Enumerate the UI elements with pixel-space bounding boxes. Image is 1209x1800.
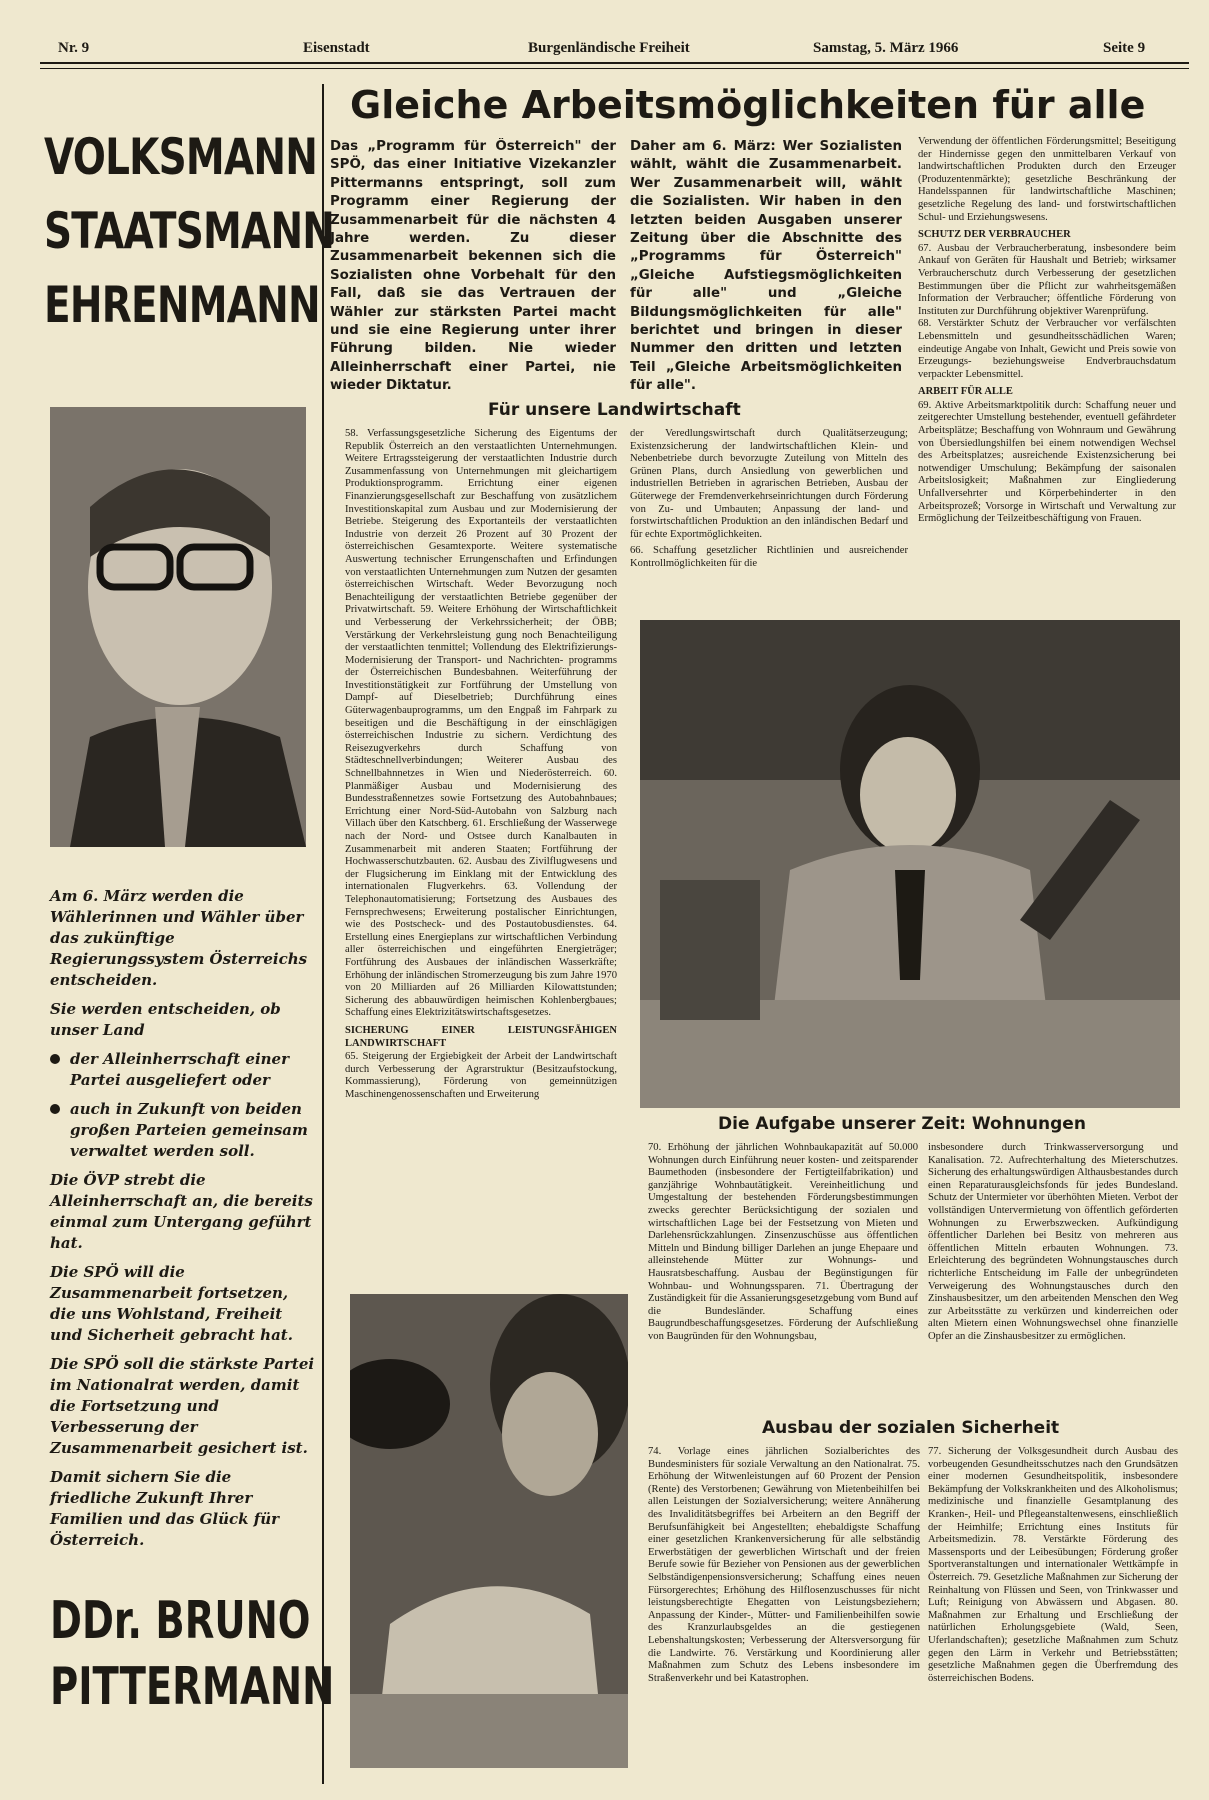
paragraph: 70. Erhöhung der jährlichen Wohnbaukapazität auf 50.000 Wohnungen durch Einführung neuer kosten- und zeitsparender Baumethoden (insbesondere der Fertigteilfabrikation) und ganzjährige Wohnbautätigkeit. Vereinheitlichung und Umgestaltung der bestehenden Förderungsbestimmungen zwecks gerechter Berücksichtigung der sozialen und wirtschaftlichen Lage bei der Festsetzung von Mieten und Darlehensrückzahlungen. Zinsenzuschüsse aus öffentlichen Mitteln und Bindung billiger Darlehen an junge Ehepaare und alleinstehende Mütter zur Wohnungs- und Hausratsbeschaffung. Ausbau der Begünstigungen für Wohnbau- und Wohnungssparen. 71. Übertragung der Zuständigkeit für die Assanierungsgesetzgebung vom Bund auf die Bundesländer. Schaffung eines Baugrundbeschaffungsgesetzes. Förderung der Aufschließung von Baugründen für den Wohnungsbau, (648, 1142, 918, 1342)
page-number: Seite 9 (1103, 40, 1146, 56)
appeal-paragraph-2: Sie werden entscheiden, ob unser Land (50, 1000, 281, 1039)
location: Eisenstadt (303, 40, 370, 56)
paragraph: 66. Schaffung gesetzlicher Richtlinien und ausreichender Kontrollmöglichkeiten für die (630, 545, 908, 569)
subhead-sozial: Ausbau der sozialen Sicherheit (762, 1418, 1060, 1438)
slogan-line-3: EHRENMANN (44, 276, 320, 334)
body-column-1 (345, 428, 617, 1278)
page-header (58, 38, 1178, 60)
paragraph: Verwendung der öffentlichen Förderungsmittel; Beseitigung der Hindernisse gegen den unmittelbaren Verkauf von landwirtschaftlichen Produkten durch den Erzeuger (Produzentenmärkte); gesetzliche Beschränkung der Handelsspannen für landwirtschaftliche Maschinen; gesetzliche Regelung des land- und forstwirtschaftlichen Schul- und Erziehungswesens. (918, 136, 1176, 223)
left-appeal-text (50, 886, 315, 1559)
wohnungen-column-right (928, 1142, 1178, 1404)
paragraph: der Veredlungswirtschaft durch Qualitätserzeugung; Existenzsicherung der landwirtschaftlichen Klein- und Nebenbetriebe durch bevorzugte Zuteilung von Mitteln des Grünen Plans, durch Ansiedlung von gewerblichen und industriellen Betrieben in agrarischen Betrieben, Ausbau der Güterwege der Fremdenverkehrseinrichtungen durch Förderung von Zu- und Umbauten; Anpassung der land- und forstwirtschaftlichen Produktion an den inländischen Bedarf und für echte Exportmöglichkeiten. (630, 428, 908, 540)
bullet-icon (50, 1104, 60, 1114)
paragraph: 65. Steigerung der Ergiebigkeit der Arbeit der Landwirtschaft durch Verbesserung der Agrarstruktur (Besitzaufstockung, Kommassierung), Förderung von gemeinnützigen Maschinengenossenschaften und Erweiterung (345, 1051, 617, 1100)
paragraph: 68. Verstärkter Schutz der Verbraucher vor verfälschten Lebensmitteln und gesundheitsschädlichen Waren; eindeutige Angabe von Inhalt, Gewicht und Preis sowie von Erzeugungs- beziehungsweise Endverbrauchsdatum verpackter Lebensmittel. (918, 318, 1176, 380)
main-headline: Gleiche Arbeitsmöglichkeiten für alle (350, 83, 1146, 127)
issue-date: Samstag, 5. März 1966 (813, 40, 959, 56)
header-rule-thin (40, 68, 1189, 69)
paragraph: 74. Vorlage eines jährlichen Sozialberichtes des Bundesministers für soziale Verwaltung an den Nationalrat. 75. Erhöhung der Witwenleistungen auf 60 Prozent der Pension (Rente) des Verstorbenen; Gewährung von Mietenbeihilfen bei allen Leistungen der Sozialversicherung; weitere Annäherung des Invaliditätsbegriffes bei Arbeitern an den Begriff der Berufsunfähigkeit bei Angestellten; ehebaldigste Schaffung einer gesetzlichen Krankenversicherung für alle selbständig Erwerbstätigen der gewerblichen Wirtschaft und der freien Berufe sowie für Bezieher von Pensionen aus der gewerblichen Selbständigenpensionsversicherung; Schaffung eines neuen Fürsorgerechtes; Erhöhung des Hilflosenzuschusses für nicht leistungsberechtigte Ehegatten von Leistungsbeziehern; Anpassung der Kinder-, Mütter- und Familienbeihilfen sowie des Kranzurlaubsgeldes an die gestiegenen Lebenshaltungskosten; Verbesserung der Altersversorgung für die Landwirte. 76. Verstärkung und Koordinierung aller Maßnahmen zum Schutz des Lebens insbesondere im Straßenverkehr und bei Katastrophen. (648, 1446, 920, 1684)
issue-number: Nr. 9 (58, 40, 90, 56)
paragraph: 58. Verfassungsgesetzliche Sicherung des Eigentums der Republik Österreich an den verstaatlichten Unternehmungen. Weitere Ertragssteigerung der verstaatlichten Industrie durch Zusammenfassung von Unternehmungen mit gleichartigem Produktionsprogramm. Errichtung einer eigenen Finanzierungsgesellschaft zur Beschaffung von zusätzlichem Investitionskapital zum Ausbau und zur Modernisierung der Betriebe. Steigerung des Exportanteils der verstaatlichten Industrie von derzeit 26 Prozent auf 30 Prozent der österreichischen Gesamtexporte. Weitere systematische Auswertung technischer Errungenschaften und Erfindungen von verstaatlichten Unternehmungen zum Nutzen der gesamten österreichischen Wirtschaft. Weder Bevorzugung noch Benachteiligung der verstaatlichten Betriebe gegenüber der Privatwirtschaft. 59. Weitere Erhöhung der Wirtschaftlichkeit und Verbesserung der Verkehrssicherheit; der ÖBB; Verstärkung der Verkehrsleistung gung noch Benachteiligung der verstaatlichten tenmittel; Vollendung des Elektrifizierungs- Modernisierung der Transport- und Nachrichten- programms der Österreichischen Bundesbahnen. Weiterführung der Investitionstätigkeit zur Fortführung der Umstellung von Dampf- auf Dieselbetrieb; Durchführung eines Güterwagenbauprogramms, um den Engpaß im Fahrpark zu beseitigen und die Beschäftigung in der einschlägigen österreichischen Industrie zu sichern. Verdichtung des Reisezugverkehrs durch Schaffung von Städteschnellverbindungen; Weiterer Ausbau des Schnellbahnnetzes in Wien und Niederösterreich. 60. Planmäßiger Ausbau und Modernisierung des Bundesstraßennetzes sowie Fortsetzung des Autobahnbaues; Errichtung einer Nord-Süd-Autobahn von Salzburg nach Villach über den Katschberg. 61. Erschließung der Wasserwege nach der Nord- und Ostsee durch Kanalbauten in Zusammenarbeit mit anderen Staaten; Fortführung der Hochwasserschutzbauten. 62. Ausbau des Zivilflugwesens und der Flugsicherung im Einklang mit der Entwicklung des internationalen Flugverkehrs. 63. Vollendung der Telephonautomatisierung; Fortsetzung des Ausbaues des Fernsprechwesens; Erweiterung postalischer Einrichtungen, wie des Postscheck- und des Postautobusdienstes. 64. Erstellung eines Energieplans zur wirtschaftlichen Verbindung aller österreichischen und eingeführten Energieträger; Fortführung des Ausbaues der inländischen Wasserkräfte; Erhöhung der inländischen Stromerzeugung bis zum Jahre 1970 von 20 Milliarden auf 26 Milliarden Kilowattstunden; Sicherung des abbauwürdigen heimischen Kohlenbergbaues; Schaffung eines Elektrizitätswirtschaftsgesetzes. (345, 428, 617, 1019)
candidate-name-line-1: DDr. BRUNO (50, 1591, 311, 1651)
appeal-paragraph-1: Am 6. März werden die Wählerinnen und Wähler über das zukünftige Regierungssystem Österreichs entscheiden. (50, 887, 308, 989)
appeal-paragraph-5: Die SPÖ soll die stärkste Partei im Nationalrat werden, damit die Fortsetzung und Verbesserung der Zusammenarbeit gesichert ist. (50, 1355, 315, 1457)
slogan-line-1: VOLKSMANN (44, 128, 318, 186)
paragraph: 67. Ausbau der Verbraucherberatung, insbesondere beim Ankauf von Geräten für Haushalt und Betrieb; wirksamer Verbraucherschutz durch Verbesserung der gesetzlichen Bestimmungen über die Pflicht zur wahrheitsgemäßen Information der Verbraucher; öffentliche Förderung von Instituten zur Durchführung objektiver Warenprüfung. (918, 242, 1176, 317)
section-head-landwirtschaft: SICHERUNG EINER LEISTUNGSFÄHIGEN LANDWIRTSCHAFT (345, 1024, 617, 1049)
appeal-bullet-1: der Alleinherrschaft einer Partei ausgeliefert oder (50, 1049, 315, 1091)
bullet-icon (50, 1054, 60, 1064)
portrait-photo (50, 407, 306, 847)
appeal-bullet-2: auch in Zukunft von beiden großen Parteien gemeinsam verwaltet werden soll. (50, 1099, 315, 1162)
intro-left: Das „Programm für Österreich" der SPÖ, das einer Initiative Vizekanzler Pittermanns entspringt, soll zum Programm einer Regierung der Zusammenarbeit für die nächsten 4 Jahre werden. Zu dieser Zusammenarbeit bekennen sich die Sozialisten ohne Vorbehalt für den Fall, daß sie das Vertrauen der Wähler zur stärksten Partei macht und sie eine Regierung unter ihrer Führung bilden. Nie wieder Alleinherrschaft einer Partei, nie wieder Diktatur. (330, 139, 616, 394)
intro-right: Daher am 6. März: Wer Sozialisten wählt, wählt die Zusammenarbeit. Wer Zusammenarbeit will, wählt die Sozialisten. Wir haben in den letzten beiden Ausgaben unserer Zeitung über die Abschnitte des „Programms für Österreich" „Gleiche Aufstiegsmöglichkeiten für alle" und „Gleiche Bildungsmöglichkeiten für alle" berichtet und bringen in dieser Nummer den dritten und letzten Teil „Gleiche Arbeitsmöglichkeiten für alle". (630, 139, 902, 394)
body-column-2 (630, 428, 908, 608)
section-head-schutz: SCHUTZ DER VERBRAUCHER (918, 229, 1071, 241)
slogan-line-2: STAATSMANN (44, 202, 335, 260)
right-column-top (918, 136, 1176, 626)
paragraph: insbesondere durch Trinkwasserversorgung und Kanalisation. 72. Aufrechterhaltung des Mieterschutzes. Sicherung des erhaltungswürdigen Althausbestandes durch einen Reparaturausgleichsfonds für jedes Bundesland. Schutz der Untermieter vor überhöhten Mieten. Verbot der vollständigen Untervermietung von öffentlich geförderten Wohnungen zu Erwerbszwecken. Aufkündigung öffentlicher Darlehen bei Besitz von mehreren aus öffentlichen Mitteln erbauten Wohnungen. 73. Erleichterung des begründeten Wohnungstausches durch richterliche Entscheidung im Falle der unbegründeten Verweigerung des Wohnungstausches durch den Zinshausbesitzer, um den arbeitenden Menschen den Weg zur Arbeitsstätte zu verkürzen und kinderreichen oder alten Mietern einen Wohnungswechsel ohne finanzielle Opfer an die Zinshausbesitzer zu ermöglichen. (928, 1142, 1178, 1342)
appeal-paragraph-3: Die ÖVP strebt die Alleinherrschaft an, die bereits einmal zum Untergang geführt hat. (50, 1171, 313, 1252)
wohnungen-column-left (648, 1142, 918, 1404)
workshop-photo (350, 1294, 628, 1768)
sozial-column-left (648, 1446, 920, 1768)
section-head-arbeit: ARBEIT FÜR ALLE (918, 386, 1013, 398)
paragraph: 77. Sicherung der Volksgesundheit durch Ausbau des vorbeugenden Gesundheitsschutzes nach den Grundsätzen einer modernen Gesundheitspolitik, insbesondere Bekämpfung der Volkskrankheiten und des Alkoholismus; medizinische und finanzielle Gesamtplanung des Kranken-, Heil- und Pflegeanstaltenwesens, einschließlich der Heimhilfe; Errichtung eines Instituts für Arbeitsmedizin. 78. Verstärkte Förderung des Massensports und der Leibesübungen; Förderung großer Sportveranstaltungen und internationaler Wettkämpfe in Österreich. 79. Gesetzliche Maßnahmen zur Sicherung der Reinhaltung von Flüssen und Seen, von Trinkwasser und Luft; Reinigung von Abwässern und Abgasen. 80. Maßnahmen zur Erhaltung und Erschließung der natürlichen Erholungsgebiete (Wald, Seen, Uferlandschaften); gesetzliche Maßnahmen zum Schutz gegen den Lärm in Verkehr und Betriebsstätten; gesetzliche Maßnahmen gegen die Überfremdung des österreichischen Bodens. (928, 1446, 1178, 1684)
column-divider (322, 84, 324, 1784)
candidate-name-line-2: PITTERMANN (50, 1657, 335, 1717)
newspaper-name: Burgenländische Freiheit (528, 40, 690, 56)
appeal-paragraph-6: Damit sichern Sie die friedliche Zukunft Ihrer Familien und das Glück für Österreich. (50, 1468, 280, 1549)
subhead-landwirtschaft: Für unsere Landwirtschaft (488, 400, 741, 420)
header-rule (40, 62, 1189, 64)
appeal-paragraph-4: Die SPÖ will die Zusammenarbeit fortsetzen, die uns Wohlstand, Freiheit und Sicherheit gebracht hat. (50, 1263, 293, 1344)
factory-worker-photo (640, 620, 1180, 1108)
paragraph: 69. Aktive Arbeitsmarktpolitik durch: Schaffung neuer und zeitgerechter Umstellung bestehender, eventuell gefährdeter Arbeitsplätze; Beschaffung von Wohnraum und Gewährung von Übersiedlungshilfen bei einem notwendigen Wechsel des Arbeitsplatzes; ausreichende Existenzsicherung bei notwendiger Umschulung; Bekämpfung der saisonalen Arbeitslosigkeit; Maßnahmen zur Eingliederung Unfallversehrter und Körperbehinderter in den Arbeitsprozeß; Vorsorge in Wirtschaft und Verwaltung zur Ermöglichung der Teilzeitbeschäftigung von Frauen. (918, 399, 1176, 525)
sozial-column-right (928, 1446, 1178, 1768)
subhead-wohnungen: Die Aufgabe unserer Zeit: Wohnungen (718, 1114, 1086, 1134)
